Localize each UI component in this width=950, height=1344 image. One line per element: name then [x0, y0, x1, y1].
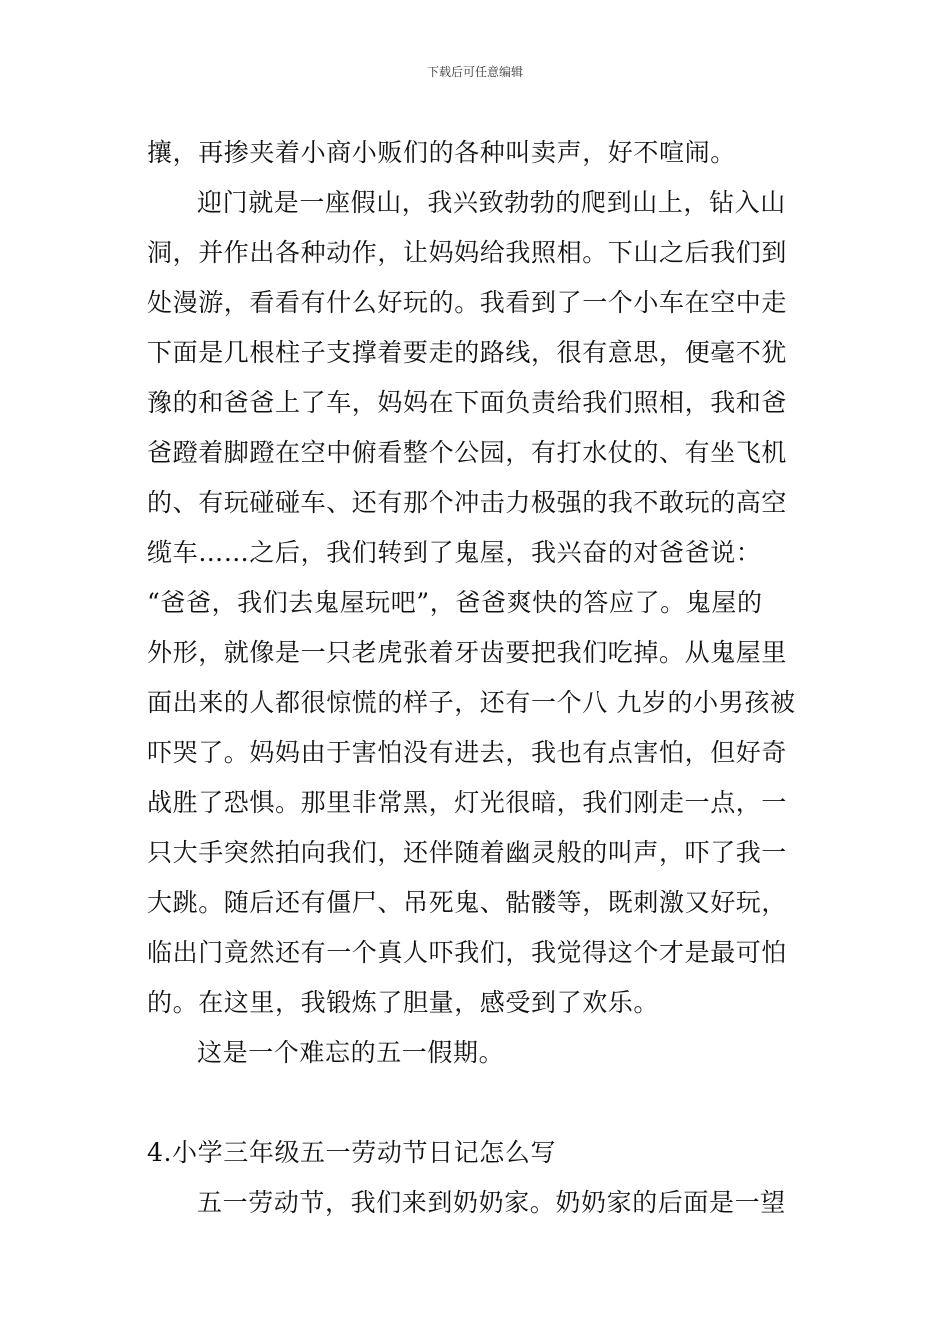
document-body: [147, 128, 811, 1228]
text-line: 大跳。随后还有僵尸、吊死鬼、骷髅等，既刺激又好玩，: [147, 888, 788, 917]
text-line: 临出门竟然还有一个真人吓我们，我觉得这个才是最可怕: [147, 938, 788, 967]
text-line: 只大手突然拍向我们，还伴随着幽灵般的叫声，吓了我一: [147, 838, 788, 867]
section-heading: 4.小学三年级五一劳动节日记怎么写: [147, 1138, 557, 1167]
paragraph-start: 五一劳动节，我们来到奶奶家。奶奶家的后面是一望: [197, 1188, 786, 1217]
text-line: 战胜了恐惧。那里非常黑，灯光很暗，我们刚走一点，一: [147, 788, 788, 817]
paragraph-gap: [147, 1078, 811, 1128]
text-line: “爸爸，我们去鬼屋玩吧”，爸爸爽快的答应了。鬼屋的: [147, 588, 763, 617]
page-header-note: 下载后可任意编辑: [426, 65, 523, 79]
text-line: 的。在这里，我锻炼了胆量，感受到了欢乐。: [147, 988, 660, 1017]
paragraph-start: 迎门就是一座假山，我兴致勃勃的爬到山上，钻入山: [197, 188, 786, 217]
text-line: 的、有玩碰碰车、还有那个冲击力极强的我不敢玩的高空: [147, 488, 788, 517]
text-line: 处漫游，看看有什么好玩的。我看到了一个小车在空中走: [147, 288, 788, 317]
text-line: 面出来的人都很惊慌的样子，还有一个八 九岁的小男孩被: [147, 688, 796, 717]
text-line: 洞，并作出各种动作，让妈妈给我照相。下山之后我们到: [147, 238, 788, 267]
text-line: 吓哭了。妈妈由于害怕没有进去，我也有点害怕，但好奇: [147, 738, 788, 767]
text-line: 外形，就像是一只老虎张着牙齿要把我们吃掉。从鬼屋里: [147, 638, 788, 667]
text-line: 攘，再掺夹着小商小贩们的各种叫卖声，好不喧闹。: [147, 138, 736, 167]
text-line: 爸蹬着脚蹬在空中俯看整个公园，有打水仗的、有坐飞机: [147, 438, 788, 467]
text-line: 下面是几根柱子支撑着要走的路线，很有意思，便毫不犹: [147, 338, 788, 367]
text-line: 豫的和爸爸上了车，妈妈在下面负责给我们照相，我和爸: [147, 388, 788, 417]
text-line: 缆车……之后，我们转到了鬼屋，我兴奋的对爸爸说：: [147, 538, 762, 567]
paragraph-start: 这是一个难忘的五一假期。: [197, 1038, 505, 1067]
